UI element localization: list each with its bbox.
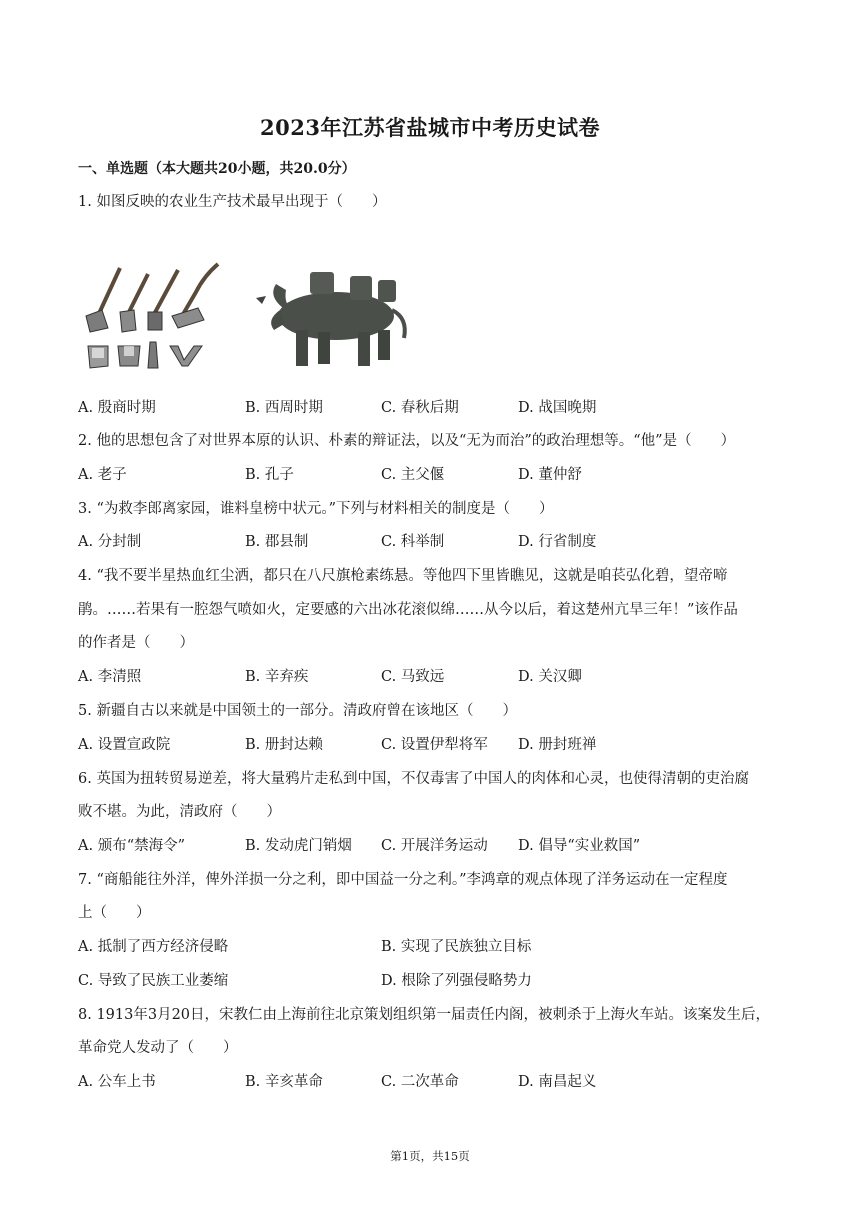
option-5a[interactable]: A. 设置宣政院 (78, 737, 171, 753)
option-8c[interactable]: C. 二次革命 (381, 1074, 459, 1090)
section-heading: 一、单选题（本大题共20小题，共20.0分） (78, 161, 356, 177)
question-4-stem-line-2: 鹃。……若果有一腔怨气喷如火，定要感的六出冰花滚似绵……从今以后，着这楚州亢旱三年！”该作品 (78, 602, 738, 618)
question-8-stem-line-2: 革命党人发动了（ ） (78, 1040, 238, 1056)
option-5c[interactable]: C. 设置伊犁将军 (381, 737, 488, 753)
question-1-stem: 1. 如图反映的农业生产技术最早出现于（ ） (78, 194, 387, 210)
option-6a[interactable]: A. 颁布“禁海令” (78, 838, 186, 854)
option-8a[interactable]: A. 公车上书 (78, 1074, 156, 1090)
question-2-stem: 2. 他的思想包含了对世界本原的认识、朴素的辩证法，以及“无为而治”的政治理想等。“他”是（ ） (78, 433, 736, 449)
option-5b[interactable]: B. 册封达赖 (245, 737, 323, 753)
option-8b[interactable]: B. 辛亥革命 (245, 1074, 323, 1090)
option-2a[interactable]: A. 老子 (78, 467, 127, 483)
option-1a[interactable]: A. 殷商时期 (78, 400, 156, 416)
option-7b[interactable]: B. 实现了民族独立目标 (381, 939, 532, 955)
question-8-stem-line-1: 8. 1913年3月20日，宋教仁由上海前往北京策划组织第一届责任内阁，被刺杀于上海火车站。该案发生后， (78, 1007, 771, 1023)
option-4d[interactable]: D. 关汉卿 (518, 669, 582, 685)
option-3b[interactable]: B. 郡县制 (245, 534, 309, 550)
option-2c[interactable]: C. 主父偃 (381, 467, 445, 483)
option-4c[interactable]: C. 马致远 (381, 669, 445, 685)
option-6c[interactable]: C. 开展洋务运动 (381, 838, 488, 854)
option-2b[interactable]: B. 孔子 (245, 467, 294, 483)
ox-zun-bronze-icon (256, 272, 405, 366)
option-4b[interactable]: B. 辛弃疾 (245, 669, 309, 685)
question-3-stem: 3. “为救李郎离家园，谁料皇榜中状元。”下列与材料相关的制度是（ ） (78, 501, 554, 517)
farm-tools-icon (86, 264, 218, 368)
option-5d[interactable]: D. 册封班禅 (518, 737, 597, 753)
option-7c[interactable]: C. 导致了民族工业萎缩 (78, 973, 229, 989)
option-3d[interactable]: D. 行省制度 (518, 534, 597, 550)
option-7a[interactable]: A. 抵制了西方经济侵略 (78, 939, 229, 955)
option-8d[interactable]: D. 南昌起义 (518, 1074, 597, 1090)
option-3c[interactable]: C. 科举制 (381, 534, 445, 550)
page-title: 2023年江苏省盐城市中考历史试卷 (260, 115, 600, 140)
option-6b[interactable]: B. 发动虎门销烟 (245, 838, 352, 854)
question-6-stem-line-2: 败不堪。为此，清政府（ ） (78, 804, 281, 820)
option-4a[interactable]: A. 李清照 (78, 669, 142, 685)
option-1d[interactable]: D. 战国晚期 (518, 400, 597, 416)
question-4-stem-line-3: 的作者是（ ） (78, 635, 194, 651)
question-5-stem: 5. 新疆自古以来就是中国领土的一部分。清政府曾在该地区（ ） (78, 703, 517, 719)
option-2d[interactable]: D. 董仲舒 (518, 467, 582, 483)
page-footer: 第1页，共15页 (390, 1149, 470, 1163)
question-7-stem-line-1: 7. “商船能往外洋，俾外洋损一分之利，即中国益一分之利。”李鸿章的观点体现了洋务运动在一定程度 (78, 872, 728, 888)
option-6d[interactable]: D. 倡导“实业救国” (518, 838, 641, 854)
question-4-stem-line-1: 4. “我不要半星热血红尘洒，都只在八尺旗枪素练悬。等他四下里皆瞧见，这就是咱苌弘化碧，望帝啼 (78, 568, 728, 584)
question-6-stem-line-1: 6. 英国为扭转贸易逆差，将大量鸦片走私到中国，不仅毒害了中国人的肉体和心灵，也使得清朝的吏治腐 (78, 771, 749, 787)
question-7-stem-line-2: 上（ ） (78, 905, 151, 921)
option-1b[interactable]: B. 西周时期 (245, 400, 323, 416)
option-7d[interactable]: D. 根除了列强侵略势力 (381, 973, 532, 989)
question-1-figures (78, 258, 418, 378)
option-3a[interactable]: A. 分封制 (78, 534, 142, 550)
option-1c[interactable]: C. 春秋后期 (381, 400, 459, 416)
